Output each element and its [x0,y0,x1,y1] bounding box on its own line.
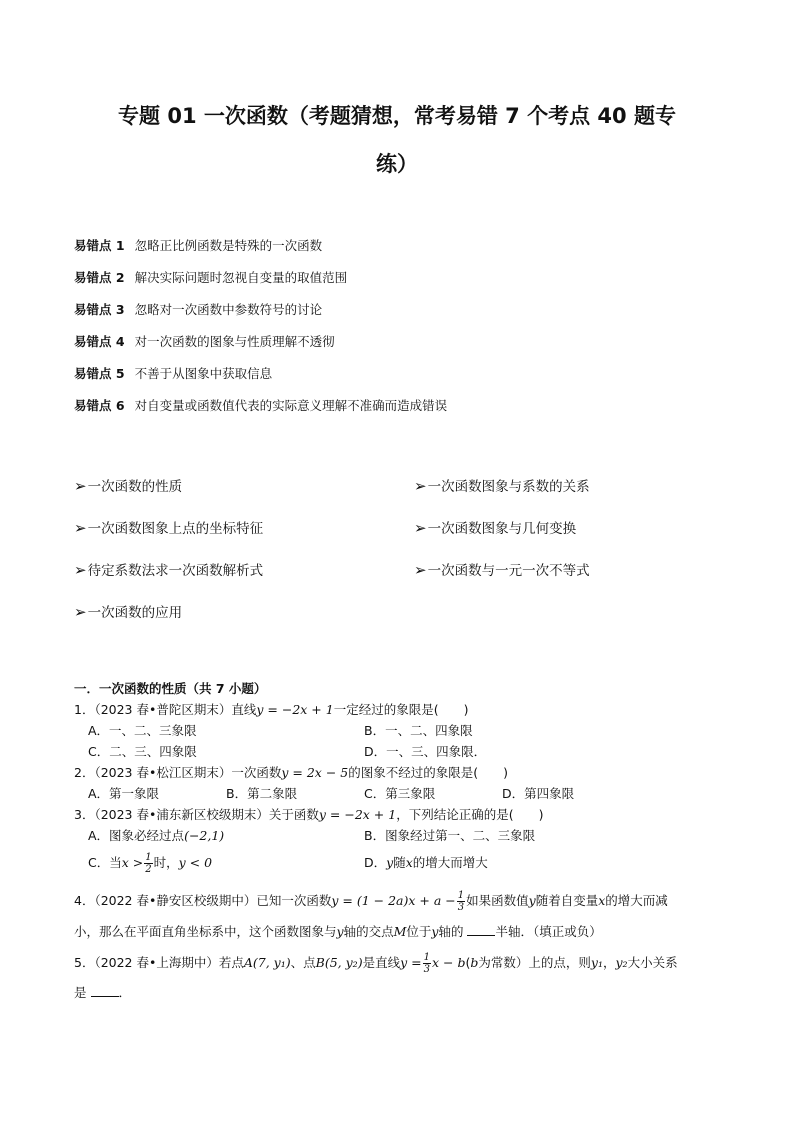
question-4-stem: 4．（2022 春•静安区校级期中）已知一次函数y = (1 − 2a)x + a − $\frac{1}{3}$ 如果函数值y随着自变量x的增大而减 [74,890,668,913]
option-a: A．图象必经过点(−2,1) [88,828,225,843]
pitfall-item [74,236,734,268]
knowledge-point: ➢一次函数与一元一次不等式 [414,561,590,579]
option-c: C．二、三、四象限 [88,744,197,759]
pitfall-label: 易错点 2 [74,270,125,285]
question-section [74,678,734,1006]
question-5-stem: 5．（2022 春•上海期中）若点A(7, y₁)、点B(5, y₂)是直线y = $\frac{1}{3}$ x − b(b为常数）上的点，则y₁，y₂大小关系 [74,952,678,975]
pitfall-text: 对自变量或函数值代表的实际意义理解不准确而造成错误 [134,398,448,413]
option-b: B．一、二、四象限 [364,723,473,738]
pitfall-text: 解决实际问题时忽视自变量的取值范围 [134,270,348,285]
pitfall-text: 不善于从图象中获取信息 [134,366,273,381]
knowledge-point: ➢一次函数的性质 [74,477,183,495]
question-1-options-row [74,741,734,762]
question-1-stem: 1．（2023 春•普陀区期末）直线y = −2x + 1一定经过的象限是( ) [74,702,469,717]
knowledge-point: ➢一次函数图象上点的坐标特征 [74,519,264,537]
arrow-bullet-icon: ➢ [74,603,87,621]
knowledge-point: ➢一次函数图象与几何变换 [414,519,577,537]
question-3-options-row [74,825,734,846]
knowledge-point: ➢待定系数法求一次函数解析式 [74,561,264,579]
formula: y = −2x + 1 [318,807,397,822]
option-c: C．第三象限 [364,786,436,801]
question-2-stem: 2．（2023 春•松江区期末）一次函数y = 2x − 5的图象不经过的象限是( ) [74,765,508,780]
title-line-2: 练） [376,152,418,176]
option-d: D．一、三、四象限． [364,744,487,759]
knowledge-point: ➢一次函数的应用 [74,603,183,621]
pitfall-label: 易错点 6 [74,398,125,413]
answer-blank[interactable] [91,984,119,997]
arrow-bullet-icon: ➢ [414,561,427,579]
option-b: B．图象经过第一、二、三象限 [364,828,536,843]
pitfall-label: 易错点 5 [74,366,125,381]
question-1-options-row [74,720,734,741]
pitfall-label: 易错点 4 [74,334,125,349]
option-c: C．当x > $\frac{1}{2}$ 时，y < 0 [88,852,213,875]
pitfall-label: 易错点 1 [74,238,125,253]
formula: y = (1 − 2a)x + a − [331,893,456,908]
question-2-options-row [74,783,734,804]
arrow-bullet-icon: ➢ [74,561,87,579]
knowledge-point: ➢一次函数图象与系数的关系 [414,477,590,495]
pitfall-text: 对一次函数的图象与性质理解不透彻 [134,334,335,349]
option-d: D．第四象限 [502,786,575,801]
pitfall-item [74,332,734,364]
pitfall-list [74,236,734,428]
option-b: B．第二象限 [226,786,298,801]
fraction: $\frac{1}{3}$ [457,890,465,913]
pitfall-item [74,364,734,396]
fraction: $\frac{1}{2}$ [145,852,152,875]
pitfall-item [74,268,734,300]
answer-blank[interactable] [467,923,495,936]
option-d: D．y随x的增大而增大 [364,855,488,870]
pitfall-item [74,396,734,428]
pitfall-item [74,300,734,332]
page-title [60,92,734,188]
option-a: A．一、二、三象限 [88,723,197,738]
pitfall-text: 忽略正比例函数是特殊的一次函数 [134,238,323,253]
section-heading: 一．一次函数的性质（共 7 小题） [74,681,267,696]
option-a: A．第一象限 [88,786,160,801]
formula: y = 2x − 5 [281,765,349,780]
pitfall-text: 忽略对一次函数中参数符号的讨论 [134,302,323,317]
pitfall-label: 易错点 3 [74,302,125,317]
fraction: $\frac{1}{3}$ [423,952,430,975]
question-3-options-row [74,846,734,880]
question-4-line-2: 小，那么在平面直角坐标系中，这个函数图象与y轴的交点M位于y轴的 半轴．（填正或负） [74,924,602,939]
arrow-bullet-icon: ➢ [414,519,427,537]
arrow-bullet-icon: ➢ [414,477,427,495]
formula: y = −2x + 1 [256,702,334,717]
question-5-line-2: 是 ． [74,985,132,1000]
arrow-bullet-icon: ➢ [74,477,87,495]
title-line-1: 专题 01 一次函数（考题猜想，常考易错 7 个考点 40 题专 [118,104,676,128]
arrow-bullet-icon: ➢ [74,519,87,537]
question-3-stem: 3．（2023 春•浦东新区校级期末）关于函数y = −2x + 1，下列结论正确的是( ) [74,807,544,822]
